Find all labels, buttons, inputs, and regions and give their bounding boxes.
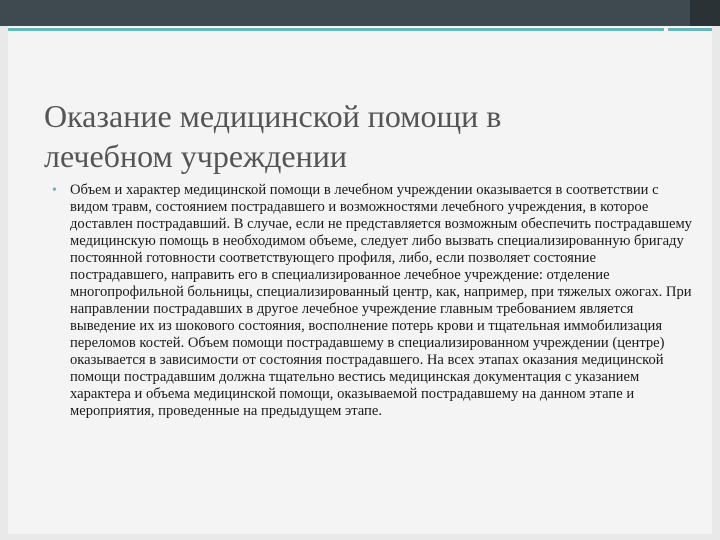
- top-decorative-bar: [0, 0, 720, 26]
- top-accent-line-right: [668, 28, 712, 31]
- bullet-text: Объем и характер медицинской помощи в лечебном учреждении оказывается в соответствии с видом травм, состоянием пострадавшего и возможностями лечебного учреждения, в которое доставлен пострадавший. В случае, если не представляется возможным обеспечить пострадавшему медицинскую помощь в необходимом объеме, следует либо вызвать специализированную бригаду постоянной готовности соответствующего профиля, либо, если позволяет состояние пострадавшего, направить его в специализированное лечебное учреждение: отделение многопрофильной больницы, специализированный центр, как, например, при тяжелых ожогах. При направлении пострадавших в другое лечебное учреждение главным требованием является выведение их из шокового состояния, восполнение потерь крови и тщательная иммобилизация переломов костей. Объем помощи пострадавшему в специализированном учреждении (центре) оказывается в зависимости от состояния пострадавшего. На всех этапах оказания медицинской помощи пострадавшим должна тщательно вестись медицинская документация с указанием характера и объема медицинской помощи, оказываемой пострадавшему на данном этапе и мероприятия, проведенные на предыдущем этапе.: [70, 182, 692, 419]
- bullet-dot-icon: •: [52, 183, 57, 198]
- title-line-1: Оказание медицинской помощи в: [44, 98, 502, 134]
- title-line-2: лечебном учреждении: [44, 138, 347, 174]
- bullet-item: [52, 182, 692, 420]
- top-accent-line: [8, 28, 664, 31]
- bullet-list: [52, 182, 692, 420]
- slide-title: [44, 96, 644, 176]
- top-bar-corner-block: [690, 0, 720, 26]
